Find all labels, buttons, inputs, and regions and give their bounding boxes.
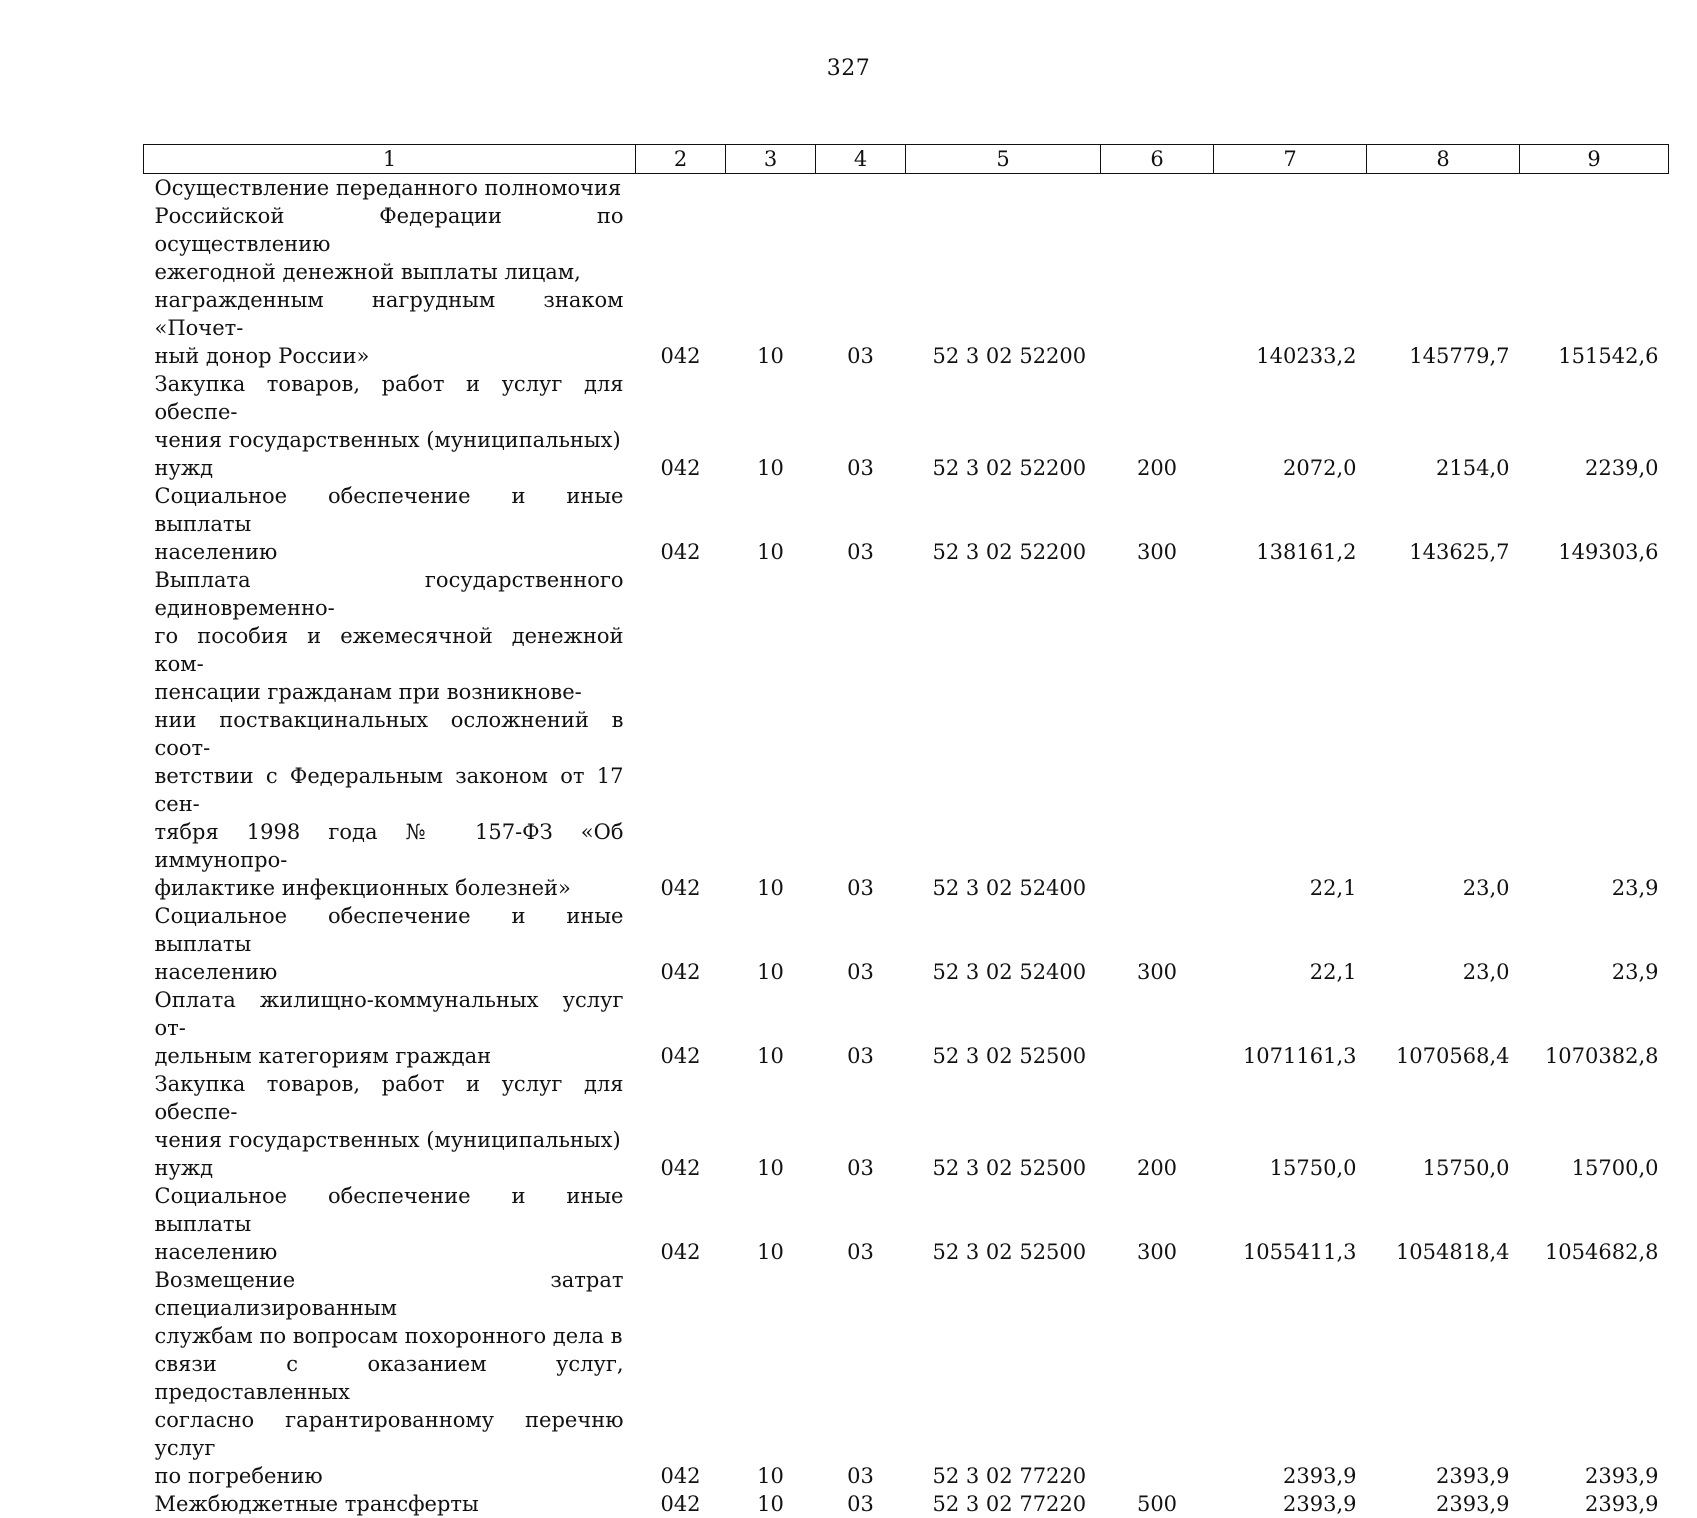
cell-amount-year-1: 2393,9	[1214, 1490, 1367, 1518]
header-col-5: 5	[906, 145, 1101, 174]
cell-section: 10	[726, 566, 816, 902]
cell-description	[144, 1070, 636, 1182]
cell-grbs: 042	[636, 902, 726, 986]
table-row	[144, 1490, 1669, 1518]
cell-description	[144, 1266, 636, 1490]
cell-grbs: 042	[636, 370, 726, 482]
header-col-6: 6	[1101, 145, 1214, 174]
header-col-2: 2	[636, 145, 726, 174]
cell-grbs: 042	[636, 1070, 726, 1182]
cell-amount-year-3: 15700,0	[1520, 1070, 1669, 1182]
cell-expense-type	[1101, 986, 1214, 1070]
description-line: Социальное обеспечение и иные выплаты	[155, 482, 624, 538]
description-line: Закупка товаров, работ и услуг для обеспе-	[155, 370, 624, 426]
description-line: нужд	[155, 1154, 624, 1182]
cell-amount-year-3: 151542,6	[1520, 174, 1669, 371]
cell-amount-year-2: 1054818,4	[1367, 1182, 1520, 1266]
cell-amount-year-2: 15750,0	[1367, 1070, 1520, 1182]
cell-section: 10	[726, 370, 816, 482]
cell-description	[144, 566, 636, 902]
table-row	[144, 174, 1669, 371]
description-line: ный донор России»	[155, 342, 624, 370]
description-line: службам по вопросам похоронного дела в	[155, 1322, 624, 1350]
cell-description	[144, 902, 636, 986]
table-row	[144, 1070, 1669, 1182]
cell-expense-type	[1101, 566, 1214, 902]
description-line: Возмещение затрат специализированным	[155, 1266, 624, 1322]
description-line: нужд	[155, 454, 624, 482]
cell-amount-year-1: 1055411,3	[1214, 1182, 1367, 1266]
page-number: 327	[0, 56, 1697, 81]
cell-amount-year-1: 22,1	[1214, 902, 1367, 986]
cell-amount-year-3: 2393,9	[1520, 1266, 1669, 1490]
cell-section: 10	[726, 902, 816, 986]
table-row	[144, 1182, 1669, 1266]
description-line: пенсации гражданам при возникнове-	[155, 678, 624, 706]
table-row	[144, 370, 1669, 482]
description-line: ветствии с Федеральным законом от 17 сен-	[155, 762, 624, 818]
description-line: Оплата жилищно-коммунальных услуг от-	[155, 986, 624, 1042]
description-line: населению	[155, 538, 624, 566]
cell-amount-year-2: 23,0	[1367, 566, 1520, 902]
cell-amount-year-3: 2239,0	[1520, 370, 1669, 482]
cell-target-article: 52 3 02 77220	[906, 1266, 1101, 1490]
cell-target-article: 52 3 02 52200	[906, 482, 1101, 566]
cell-subsection: 03	[816, 482, 906, 566]
description-line: Выплата государственного единовременно-	[155, 566, 624, 622]
header-col-1: 1	[144, 145, 636, 174]
cell-section: 10	[726, 1490, 816, 1518]
description-line: награжденным нагрудным знаком «Почет-	[155, 286, 624, 342]
cell-subsection: 03	[816, 1182, 906, 1266]
cell-target-article: 52 3 02 52400	[906, 902, 1101, 986]
cell-amount-year-3: 149303,6	[1520, 482, 1669, 566]
cell-target-article: 52 3 02 52200	[906, 370, 1101, 482]
cell-grbs: 042	[636, 1182, 726, 1266]
description-line: чения государственных (муниципальных)	[155, 426, 624, 454]
cell-amount-year-2: 2154,0	[1367, 370, 1520, 482]
description-line: филактике инфекционных болезней»	[155, 874, 624, 902]
cell-grbs: 042	[636, 986, 726, 1070]
header-col-4: 4	[816, 145, 906, 174]
header-row	[144, 145, 1669, 174]
description-line: Социальное обеспечение и иные выплаты	[155, 902, 624, 958]
description-line: Социальное обеспечение и иные выплаты	[155, 1182, 624, 1238]
cell-grbs: 042	[636, 1490, 726, 1518]
cell-amount-year-3: 2393,9	[1520, 1490, 1669, 1518]
cell-description	[144, 174, 636, 371]
cell-amount-year-3: 23,9	[1520, 902, 1669, 986]
cell-expense-type	[1101, 1266, 1214, 1490]
cell-description	[144, 1182, 636, 1266]
description-line: согласно гарантированному перечню услуг	[155, 1406, 624, 1462]
cell-subsection: 03	[816, 986, 906, 1070]
cell-target-article: 52 3 02 52400	[906, 566, 1101, 902]
cell-expense-type: 200	[1101, 1070, 1214, 1182]
description-line: населению	[155, 958, 624, 986]
budget-table	[143, 144, 1669, 1518]
cell-amount-year-1: 22,1	[1214, 566, 1367, 902]
cell-target-article: 52 3 02 52500	[906, 1182, 1101, 1266]
cell-grbs: 042	[636, 566, 726, 902]
description-line: Закупка товаров, работ и услуг для обеспе-	[155, 1070, 624, 1126]
cell-grbs: 042	[636, 174, 726, 371]
header-col-8: 8	[1367, 145, 1520, 174]
cell-expense-type: 300	[1101, 1182, 1214, 1266]
description-line: го пособия и ежемесячной денежной ком-	[155, 622, 624, 678]
cell-amount-year-1: 2072,0	[1214, 370, 1367, 482]
cell-amount-year-1: 1071161,3	[1214, 986, 1367, 1070]
cell-amount-year-2: 143625,7	[1367, 482, 1520, 566]
description-line: чения государственных (муниципальных)	[155, 1126, 624, 1154]
cell-amount-year-1: 15750,0	[1214, 1070, 1367, 1182]
cell-grbs: 042	[636, 1266, 726, 1490]
cell-description	[144, 1490, 636, 1518]
cell-target-article: 52 3 02 52500	[906, 1070, 1101, 1182]
cell-amount-year-2: 145779,7	[1367, 174, 1520, 371]
cell-subsection: 03	[816, 902, 906, 986]
cell-target-article: 52 3 02 52200	[906, 174, 1101, 371]
cell-section: 10	[726, 174, 816, 371]
cell-amount-year-1: 140233,2	[1214, 174, 1367, 371]
cell-expense-type: 200	[1101, 370, 1214, 482]
description-line: Осуществление переданного полномочия	[155, 174, 624, 202]
cell-expense-type: 500	[1101, 1490, 1214, 1518]
cell-amount-year-3: 1054682,8	[1520, 1182, 1669, 1266]
cell-subsection: 03	[816, 566, 906, 902]
header-col-9: 9	[1520, 145, 1669, 174]
table-row	[144, 1266, 1669, 1490]
cell-amount-year-3: 1070382,8	[1520, 986, 1669, 1070]
cell-section: 10	[726, 986, 816, 1070]
description-line: Межбюджетные трансферты	[155, 1490, 624, 1518]
cell-expense-type: 300	[1101, 482, 1214, 566]
cell-amount-year-2: 23,0	[1367, 902, 1520, 986]
cell-subsection: 03	[816, 174, 906, 371]
cell-description	[144, 482, 636, 566]
cell-description	[144, 370, 636, 482]
cell-section: 10	[726, 482, 816, 566]
cell-description	[144, 986, 636, 1070]
cell-target-article: 52 3 02 77220	[906, 1490, 1101, 1518]
cell-target-article: 52 3 02 52500	[906, 986, 1101, 1070]
cell-amount-year-1: 2393,9	[1214, 1266, 1367, 1490]
table-row	[144, 902, 1669, 986]
cell-subsection: 03	[816, 1266, 906, 1490]
cell-subsection: 03	[816, 370, 906, 482]
cell-subsection: 03	[816, 1070, 906, 1182]
cell-amount-year-2: 2393,9	[1367, 1490, 1520, 1518]
table-body	[144, 174, 1669, 1518]
header-col-3: 3	[726, 145, 816, 174]
description-line: ежегодной денежной выплаты лицам,	[155, 258, 624, 286]
cell-amount-year-2: 1070568,4	[1367, 986, 1520, 1070]
header-col-7: 7	[1214, 145, 1367, 174]
cell-amount-year-1: 138161,2	[1214, 482, 1367, 566]
cell-grbs: 042	[636, 482, 726, 566]
description-line: связи с оказанием услуг, предоставленных	[155, 1350, 624, 1406]
description-line: по погребению	[155, 1462, 624, 1490]
cell-section: 10	[726, 1182, 816, 1266]
cell-section: 10	[726, 1266, 816, 1490]
cell-expense-type: 300	[1101, 902, 1214, 986]
cell-subsection: 03	[816, 1490, 906, 1518]
cell-expense-type	[1101, 174, 1214, 371]
cell-amount-year-2: 2393,9	[1367, 1266, 1520, 1490]
description-line: населению	[155, 1238, 624, 1266]
table-row	[144, 986, 1669, 1070]
description-line: тября 1998 года № 157-ФЗ «Об иммунопро-	[155, 818, 624, 874]
cell-section: 10	[726, 1070, 816, 1182]
cell-amount-year-3: 23,9	[1520, 566, 1669, 902]
table-row	[144, 566, 1669, 902]
description-line: нии поствакцинальных осложнений в соот-	[155, 706, 624, 762]
description-line: дельным категориям граждан	[155, 1042, 624, 1070]
description-line: Российской Федерации по осуществлению	[155, 202, 624, 258]
table-row	[144, 482, 1669, 566]
